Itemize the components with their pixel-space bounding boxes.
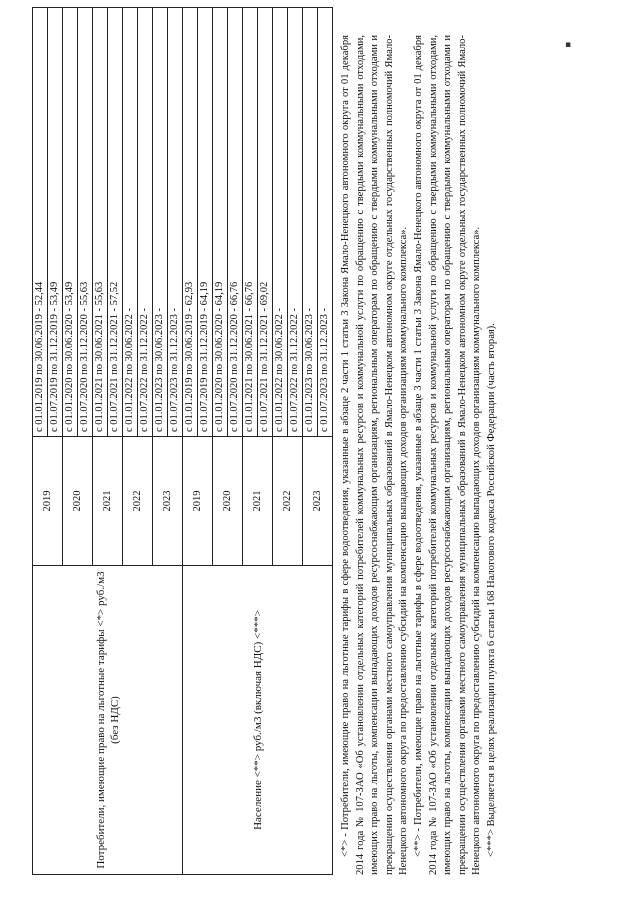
period-cell: с 01.07.2023 по 31.12.2023 - <box>318 8 333 437</box>
year-cell: 2019 <box>183 437 213 566</box>
period-cell: с 01.07.2020 по 31.12.2020 - 55,63 <box>78 8 93 437</box>
year-cell: 2020 <box>63 437 93 566</box>
period-cell: с 01.07.2021 по 31.12.2021 - 57,52 <box>108 8 123 437</box>
scan-speck: ▪ <box>565 40 572 50</box>
year-cell: 2021 <box>243 437 273 566</box>
period-cell: с 01.07.2019 по 31.12.2019 - 64,19 <box>198 8 213 437</box>
period-cell: с 01.01.2020 по 30.06.2020 - 53,49 <box>63 8 78 437</box>
footnotes <box>339 35 500 875</box>
period-cell: с 01.01.2022 по 30.06.2022 - <box>273 8 288 437</box>
period-cell: с 01.01.2019 по 30.06.2019 - 62,93 <box>183 8 198 437</box>
year-cell: 2023 <box>303 437 333 566</box>
period-cell: с 01.01.2022 по 30.06.2022 - <box>123 8 138 437</box>
year-cell: 2021 <box>93 437 123 566</box>
year-cell: 2019 <box>33 437 63 566</box>
period-cell: с 01.07.2022 по 31.12.2022 - <box>138 8 153 437</box>
period-cell: с 01.07.2019 по 31.12.2019 - 53,49 <box>48 8 63 437</box>
year-cell: 2023 <box>153 437 183 566</box>
period-cell: с 01.01.2023 по 30.06.2023 - <box>303 8 318 437</box>
footnote-vat: <***> Выделяется в целях реализации пункта 6 статьи 168 Налогового кодекса Российской Федерации (часть вторая). <box>485 323 497 857</box>
tariff-table <box>32 7 333 875</box>
footnote-population: <**> - Потребители, имеющие право на льготные тарифы в сфере водоотведения, указанные в абзаце 3 части 1 статьи 3 Закона Ямало-Ненецкого автономного округа от 01 декабря 2014 года № 107-ЗАО «Об установлении отдельных категорий потребителей коммунальных ресурсов и коммунальной услуги по обращению с твердыми коммунальными отходами, имеющих право на льготы, компенсации выпадающих доходов ресурсоснабжающим организациям, региональным операторам по обращению с твердыми коммунальными отходами и прекращении осуществления органами местного самоуправления муниципальных образований в Ямало-Ненецком автономном округе отдельных государственных полномочий Ямало-Ненецкого автономного округа по предоставлению субсидий на компенсацию выпадающих доходов организациям коммунального комплекса». <box>412 35 483 875</box>
period-cell: с 01.07.2022 по 31.12.2022 - <box>288 8 303 437</box>
period-cell: с 01.01.2023 по 30.06.2023 - <box>153 8 168 437</box>
category-cell-privileged: Потребители, имеющие право на льготные тарифы <*> руб./м3 (без НДС) <box>33 566 183 875</box>
period-cell: с 01.07.2021 по 31.12.2021 - 69,02 <box>258 8 273 437</box>
year-cell: 2020 <box>213 437 243 566</box>
period-cell: с 01.01.2021 по 30.06.2021 - 66,76 <box>243 8 258 437</box>
period-cell: с 01.07.2020 по 31.12.2020 - 66,76 <box>228 8 243 437</box>
period-cell: с 01.01.2019 по 30.06.2019 - 52,44 <box>33 8 48 437</box>
rotated-document-page <box>32 35 598 875</box>
category-cell-population: Население <**> руб./м3 (включая НДС) <***> <box>183 566 333 875</box>
footnote-privileged: <*> - Потребители, имеющие право на льготные тарифы в сфере водоотведения, указанные в абзаце 2 части 1 статьи 3 Закона Ямало-Ненецкого автономного округа от 01 декабря 2014 года № 107-ЗАО «Об установлении отдельных категорий потребителей коммунальных ресурсов и коммунальной услуги по обращению с твердыми коммунальными отходами, имеющих право на льготы, компенсации выпадающих доходов ресурсоснабжающим организациям, региональным операторам по обращению с твердыми коммунальными отходами и прекращении осуществления органами местного самоуправления муниципальных образований в Ямало-Ненецком автономном округе отдельных государственных полномочий Ямало-Ненецкого автономного округа по предоставлению субсидий на компенсацию выпадающих доходов организациям коммунального комплекса». <box>340 35 410 875</box>
period-cell: с 01.07.2023 по 31.12.2023 - <box>168 8 183 437</box>
period-cell: с 01.01.2021 по 30.06.2021 - 55,63 <box>93 8 108 437</box>
year-cell: 2022 <box>273 437 303 566</box>
table-row <box>183 8 198 875</box>
period-cell: с 01.01.2020 по 30.06.2020 - 64,19 <box>213 8 228 437</box>
table-row <box>33 8 48 875</box>
year-cell: 2022 <box>123 437 153 566</box>
